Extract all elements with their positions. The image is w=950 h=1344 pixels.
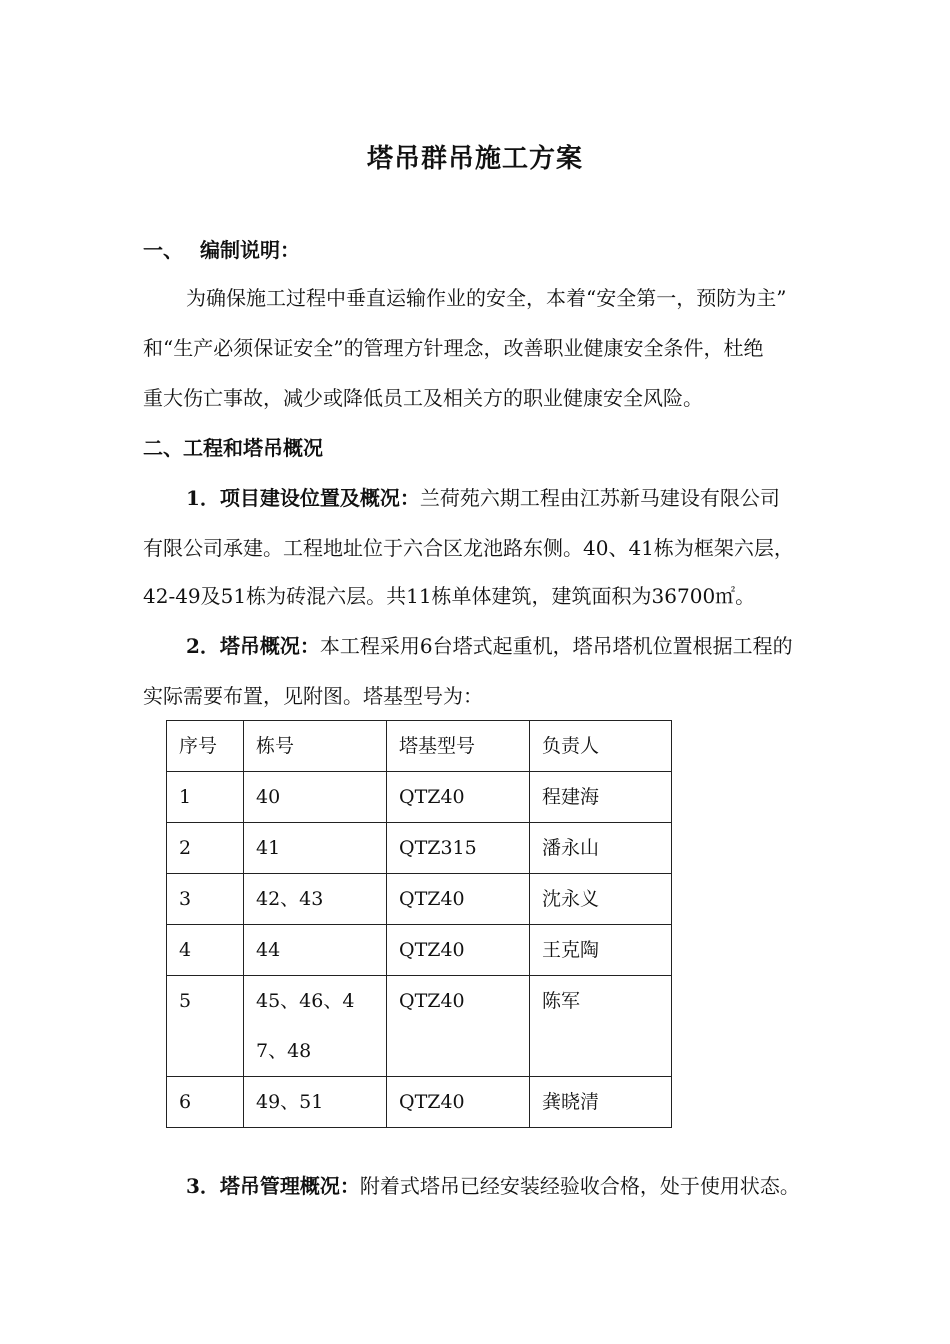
section1-heading <box>143 234 300 263</box>
table-cell: QTZ40 <box>387 874 530 925</box>
table-cell: 潘永山 <box>530 823 672 874</box>
item2-text: 本工程采用6台塔式起重机，塔吊塔机位置根据工程的 <box>319 634 793 658</box>
table-cell: 3 <box>167 874 244 925</box>
section2-heading: 二、工程和塔吊概况 <box>143 436 323 460</box>
table-cell: QTZ40 <box>387 1077 530 1128</box>
table-cell: 4 <box>167 925 244 976</box>
table-cell: 1 <box>167 772 244 823</box>
item1-label: 1．项目建设位置及概况： <box>186 486 420 510</box>
table-cell: 陈军 <box>530 976 672 1077</box>
header-cell-building: 栋号 <box>244 721 387 772</box>
table-cell: 程建海 <box>530 772 672 823</box>
header-cell-seq: 序号 <box>167 721 244 772</box>
table-row <box>167 874 672 925</box>
section1-para-line-3: 重大伤亡事故，减少或降低员工及相关方的职业健康安全风险。 <box>143 386 703 410</box>
table-cell: 49、51 <box>244 1077 387 1128</box>
item1-line-3: 42-49及51栋为砖混六层。共11栋单体建筑，建筑面积为36700㎡。 <box>143 584 756 608</box>
table-row <box>167 925 672 976</box>
table-cell: QTZ40 <box>387 976 530 1077</box>
item3-text: 附着式塔吊已经安装经验收合格，处于使用状态。 <box>359 1174 800 1198</box>
table-row <box>167 1077 672 1128</box>
table-cell: QTZ40 <box>387 925 530 976</box>
item3-line-1 <box>186 1170 800 1199</box>
table-cell: 2 <box>167 823 244 874</box>
table-cell: QTZ315 <box>387 823 530 874</box>
item2-label: 2．塔吊概况： <box>186 634 320 658</box>
table-row <box>167 823 672 874</box>
section1-para-line-1: 为确保施工过程中垂直运输作业的安全，本着“安全第一，预防为主” <box>186 286 787 310</box>
section1-para-line-2: 和“生产必须保证安全”的管理方针理念，改善职业健康安全条件，杜绝 <box>143 336 764 360</box>
table-cell: 45、46、47、48 <box>244 976 387 1077</box>
item1-line-1 <box>186 482 780 511</box>
header-cell-model: 塔基型号 <box>387 721 530 772</box>
table-row <box>167 976 672 1077</box>
item1-line-2: 有限公司承建。工程地址位于六合区龙池路东侧。40、41栋为框架六层， <box>143 536 794 560</box>
table-cell: 44 <box>244 925 387 976</box>
table-cell: 沈永义 <box>530 874 672 925</box>
document-title: 塔吊群吊施工方案 <box>366 144 583 174</box>
section1-heading-text: 编制说明： <box>199 238 300 262</box>
table-cell: 40 <box>244 772 387 823</box>
table-cell: 龚晓清 <box>530 1077 672 1128</box>
table-cell: QTZ40 <box>387 772 530 823</box>
item2-line-1 <box>186 630 793 659</box>
item2-line-2: 实际需要布置，见附图。塔基型号为： <box>143 684 483 708</box>
item1-text: 兰荷苑六期工程由江苏新马建设有限公司 <box>419 486 780 510</box>
crane-table <box>166 720 672 1128</box>
table-cell: 42、43 <box>244 874 387 925</box>
item3-label: 3．塔吊管理概况： <box>186 1174 360 1198</box>
table-cell: 5 <box>167 976 244 1077</box>
table-cell: 6 <box>167 1077 244 1128</box>
table-cell: 41 <box>244 823 387 874</box>
table-header-row <box>167 721 672 772</box>
section1-number: 一、 <box>143 238 183 262</box>
table-cell: 王克陶 <box>530 925 672 976</box>
table-row <box>167 772 672 823</box>
header-cell-manager: 负责人 <box>530 721 672 772</box>
